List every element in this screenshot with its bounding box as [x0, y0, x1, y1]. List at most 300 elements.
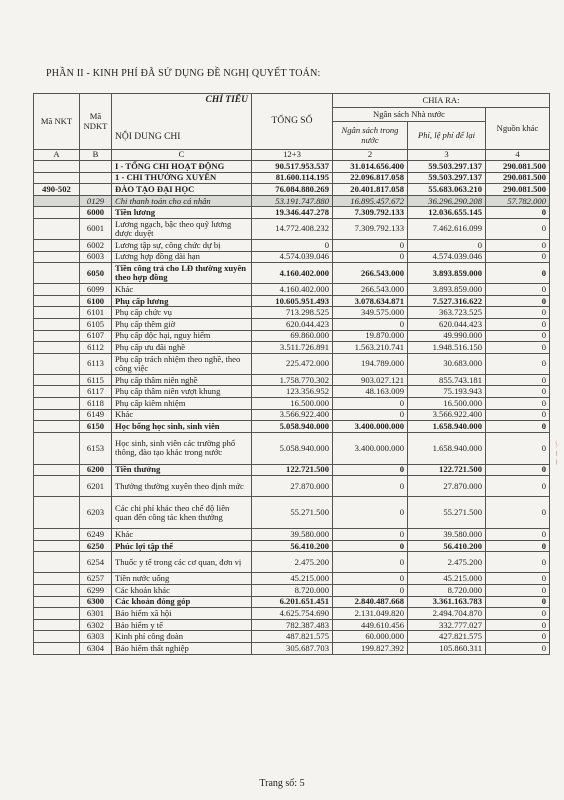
table-row [34, 239, 550, 251]
cell-ma-ndkt [80, 172, 112, 184]
cell-ma-nkt [34, 596, 80, 608]
cell-phi-le-phi: 45.215.000 [408, 573, 486, 585]
table-row [34, 207, 550, 219]
cell-ngan-sach: 7.309.792.133 [333, 207, 408, 219]
table-row [34, 585, 550, 597]
cell-ma-nkt [34, 421, 80, 433]
cell-ma-nkt [34, 307, 80, 319]
cell-nguon-khac: 0 [486, 374, 550, 386]
cell-ma-ndkt: 6118 [80, 397, 112, 409]
cell-nguon-khac: 0 [486, 529, 550, 541]
cell-noi-dung: Học sinh, sinh viên các trường phổ thông, đào tạo khác trong nước [112, 432, 252, 464]
cell-ngan-sach: 0 [333, 497, 408, 529]
cell-tong-so: 76.084.880.269 [252, 184, 333, 196]
cell-ngan-sach: 0 [333, 251, 408, 263]
cell-ma-ndkt: 6250 [80, 540, 112, 552]
cell-phi-le-phi: 620.044.423 [408, 318, 486, 330]
cell-phi-le-phi: 75.193.943 [408, 386, 486, 398]
cell-ngan-sach: 1.563.210.741 [333, 342, 408, 354]
cell-ngan-sach: 48.163.009 [333, 386, 408, 398]
cell-ngan-sach: 2.131.049.820 [333, 608, 408, 620]
cell-ma-ndkt: 6099 [80, 284, 112, 296]
header-chi-tieu-label: CHỈ TIÊU [205, 94, 248, 105]
cell-ma-nkt [34, 161, 80, 173]
cell-tong-so: 5.058.940.000 [252, 432, 333, 464]
cell-nguon-khac: 0 [486, 307, 550, 319]
cell-noi-dung: Tiền công trả cho LĐ thường xuyên theo hợp đồng [112, 263, 252, 284]
cell-nguon-khac: 0 [486, 207, 550, 219]
cell-noi-dung: Phụ cấp lương [112, 295, 252, 307]
cell-ma-ndkt: 6299 [80, 585, 112, 597]
cell-ma-nkt [34, 251, 80, 263]
table-row [34, 432, 550, 464]
cell-ma-ndkt: 6112 [80, 342, 112, 354]
table-row [34, 552, 550, 573]
cell-ma-ndkt: 6001 [80, 218, 112, 239]
cell-phi-le-phi: 12.036.655.145 [408, 207, 486, 219]
cell-noi-dung: Phụ cấp kiêm nhiệm [112, 397, 252, 409]
cell-tong-so: 6.201.651.451 [252, 596, 333, 608]
cell-tong-so: 27.870.000 [252, 476, 333, 497]
table-row [34, 195, 550, 207]
cell-ngan-sach: 31.014.656.400 [333, 161, 408, 173]
cell-noi-dung: Phụ cấp thêm giờ [112, 318, 252, 330]
cell-tong-so: 81.600.114.195 [252, 172, 333, 184]
cell-ngan-sach: 266.543.000 [333, 284, 408, 296]
cell-noi-dung: Tiền nước uống [112, 573, 252, 585]
handwritten-mark: 〜 ∽ ∼ [552, 440, 561, 466]
header-ngan-sach-trong-nuoc: Ngân sách trong nước [333, 122, 408, 150]
cell-noi-dung: Các khoản khác [112, 585, 252, 597]
cell-nguon-khac: 0 [486, 263, 550, 284]
cell-ma-nkt [34, 497, 80, 529]
cell-noi-dung: I - TỔNG CHI HOẠT ĐỘNG [112, 161, 252, 173]
cell-ma-nkt [34, 529, 80, 541]
cell-noi-dung: Chi thanh toán cho cá nhân [112, 195, 252, 207]
cell-tong-so: 16.500.000 [252, 397, 333, 409]
cell-nguon-khac: 0 [486, 284, 550, 296]
cell-tong-so: 55.271.500 [252, 497, 333, 529]
cell-nguon-khac: 290.081.500 [486, 184, 550, 196]
cell-nguon-khac: 0 [486, 619, 550, 631]
cell-ngan-sach: 3.400.000.000 [333, 421, 408, 433]
cell-tong-so: 4.160.402.000 [252, 284, 333, 296]
header-tong-so: TỔNG SỐ [252, 94, 333, 150]
cell-phi-le-phi: 1.948.516.150 [408, 342, 486, 354]
cell-tong-so: 620.044.423 [252, 318, 333, 330]
cell-ngan-sach: 0 [333, 397, 408, 409]
cell-tong-so: 3.511.726.891 [252, 342, 333, 354]
header-letter: 4 [486, 150, 550, 161]
table-row [34, 318, 550, 330]
header-letter: B [80, 150, 112, 161]
cell-noi-dung: Khác [112, 284, 252, 296]
table-row [34, 608, 550, 620]
cell-tong-so: 39.580.000 [252, 529, 333, 541]
cell-ngan-sach: 16.895.457.672 [333, 195, 408, 207]
cell-ma-nkt [34, 631, 80, 643]
cell-ma-nkt [34, 476, 80, 497]
cell-ngan-sach: 22.096.817.058 [333, 172, 408, 184]
cell-ngan-sach: 20.401.817.058 [333, 184, 408, 196]
cell-ma-ndkt: 6301 [80, 608, 112, 620]
header-letter: A [34, 150, 80, 161]
cell-nguon-khac: 290.081.500 [486, 172, 550, 184]
cell-nguon-khac: 0 [486, 318, 550, 330]
cell-noi-dung: Kinh phí công đoàn [112, 631, 252, 643]
cell-ma-nkt [34, 318, 80, 330]
table-row [34, 409, 550, 421]
cell-ma-nkt [34, 552, 80, 573]
cell-nguon-khac: 0 [486, 596, 550, 608]
table-row [34, 342, 550, 354]
header-noi-dung-chi-label: NỘI DUNG CHI [115, 132, 181, 143]
table-row [34, 540, 550, 552]
cell-phi-le-phi: 7.527.316.622 [408, 295, 486, 307]
cell-nguon-khac: 0 [486, 497, 550, 529]
cell-phi-le-phi: 332.777.027 [408, 619, 486, 631]
cell-ma-nkt [34, 643, 80, 655]
cell-phi-le-phi: 3.893.859.000 [408, 263, 486, 284]
cell-ma-ndkt: 6254 [80, 552, 112, 573]
cell-tong-so: 3.566.922.400 [252, 409, 333, 421]
cell-nguon-khac: 290.081.500 [486, 161, 550, 173]
cell-ma-ndkt: 6117 [80, 386, 112, 398]
cell-noi-dung: Thưởng thường xuyên theo định mức [112, 476, 252, 497]
cell-phi-le-phi: 55.271.500 [408, 497, 486, 529]
cell-ma-ndkt: 6101 [80, 307, 112, 319]
table-row [34, 218, 550, 239]
cell-noi-dung: Phụ cấp trách nhiệm theo nghề, theo công việc [112, 353, 252, 374]
header-chi-tieu [112, 94, 252, 108]
cell-tong-so: 69.860.000 [252, 330, 333, 342]
cell-ma-ndkt: 6153 [80, 432, 112, 464]
table-row [34, 631, 550, 643]
cell-nguon-khac: 57.782.000 [486, 195, 550, 207]
cell-ma-nkt [34, 585, 80, 597]
cell-phi-le-phi: 105.860.311 [408, 643, 486, 655]
cell-ngan-sach: 0 [333, 318, 408, 330]
cell-tong-so: 5.058.940.000 [252, 421, 333, 433]
cell-ngan-sach: 0 [333, 476, 408, 497]
cell-nguon-khac: 0 [486, 643, 550, 655]
cell-phi-le-phi: 1.658.940.000 [408, 432, 486, 464]
table-row [34, 172, 550, 184]
table-row [34, 295, 550, 307]
cell-ngan-sach: 3.078.634.871 [333, 295, 408, 307]
cell-ma-nkt [34, 386, 80, 398]
cell-ma-nkt [34, 207, 80, 219]
cell-noi-dung: Bảo hiểm thất nghiệp [112, 643, 252, 655]
cell-nguon-khac: 0 [486, 409, 550, 421]
cell-ma-nkt [34, 342, 80, 354]
cell-ma-nkt [34, 540, 80, 552]
table-row [34, 251, 550, 263]
table-row [34, 263, 550, 284]
cell-nguon-khac: 0 [486, 239, 550, 251]
cell-ngan-sach: 0 [333, 552, 408, 573]
cell-phi-le-phi: 59.503.297.137 [408, 161, 486, 173]
cell-ma-nkt [34, 330, 80, 342]
cell-noi-dung: Tiền lương [112, 207, 252, 219]
cell-ngan-sach: 0 [333, 585, 408, 597]
cell-ma-ndkt: 6201 [80, 476, 112, 497]
cell-noi-dung: Phụ cấp chức vụ [112, 307, 252, 319]
table-row [34, 619, 550, 631]
page-number: Trang số: 5 [259, 778, 305, 789]
cell-phi-le-phi: 3.566.922.400 [408, 409, 486, 421]
cell-nguon-khac: 0 [486, 218, 550, 239]
cell-ma-ndkt [80, 161, 112, 173]
cell-ma-nkt [34, 353, 80, 374]
cell-phi-le-phi: 2.494.704.870 [408, 608, 486, 620]
cell-noi-dung: Lương tập sự, công chức dự bị [112, 239, 252, 251]
cell-phi-le-phi: 7.462.616.099 [408, 218, 486, 239]
cell-ngan-sach: 194.789.000 [333, 353, 408, 374]
cell-ma-ndkt: 6113 [80, 353, 112, 374]
cell-tong-so: 305.687.703 [252, 643, 333, 655]
table-row [34, 464, 550, 476]
cell-phi-le-phi: 49.990.000 [408, 330, 486, 342]
cell-ma-ndkt: 6000 [80, 207, 112, 219]
header-letter: C [112, 150, 252, 161]
cell-ngan-sach: 0 [333, 409, 408, 421]
table-row [34, 386, 550, 398]
cell-ma-ndkt: 6115 [80, 374, 112, 386]
header-noi-dung-chi [112, 108, 252, 150]
header-ma-ndkt: Mã NDKT [80, 94, 112, 150]
table-body [34, 161, 550, 655]
cell-noi-dung: Khác [112, 409, 252, 421]
table-row [34, 573, 550, 585]
cell-tong-so: 90.517.953.537 [252, 161, 333, 173]
cell-phi-le-phi: 8.720.000 [408, 585, 486, 597]
expense-table [33, 93, 550, 655]
cell-tong-so: 56.410.200 [252, 540, 333, 552]
cell-ma-ndkt: 6203 [80, 497, 112, 529]
cell-noi-dung: Lương ngạch, bậc theo quỹ lương được duyệt [112, 218, 252, 239]
cell-ngan-sach: 60.000.000 [333, 631, 408, 643]
cell-ma-ndkt: 6257 [80, 573, 112, 585]
cell-phi-le-phi: 363.723.525 [408, 307, 486, 319]
cell-phi-le-phi: 1.658.940.000 [408, 421, 486, 433]
table-row [34, 353, 550, 374]
cell-noi-dung: Các khoản đóng góp [112, 596, 252, 608]
cell-phi-le-phi: 2.475.200 [408, 552, 486, 573]
cell-noi-dung: Phụ cấp ưu đãi nghề [112, 342, 252, 354]
cell-noi-dung: ĐÀO TẠO ĐẠI HỌC [112, 184, 252, 196]
cell-phi-le-phi: 30.683.000 [408, 353, 486, 374]
table-row [34, 374, 550, 386]
table-row [34, 596, 550, 608]
cell-noi-dung: Các chi phí khác theo chế độ liên quan đến công tác khen thưởng [112, 497, 252, 529]
cell-phi-le-phi: 855.743.181 [408, 374, 486, 386]
cell-phi-le-phi: 36.296.290.208 [408, 195, 486, 207]
cell-noi-dung: Thuốc y tế trong các cơ quan, đơn vị [112, 552, 252, 573]
cell-ngan-sach: 449.610.456 [333, 619, 408, 631]
cell-ngan-sach: 3.400.000.000 [333, 432, 408, 464]
cell-phi-le-phi: 427.821.575 [408, 631, 486, 643]
cell-phi-le-phi: 59.503.297.137 [408, 172, 486, 184]
cell-nguon-khac: 0 [486, 464, 550, 476]
cell-ma-ndkt: 6100 [80, 295, 112, 307]
cell-ma-ndkt: 6200 [80, 464, 112, 476]
cell-tong-so: 10.605.951.493 [252, 295, 333, 307]
cell-ma-nkt [34, 573, 80, 585]
cell-ma-ndkt: 6002 [80, 239, 112, 251]
cell-noi-dung: Tiền thưởng [112, 464, 252, 476]
cell-phi-le-phi: 0 [408, 239, 486, 251]
cell-ma-nkt [34, 172, 80, 184]
cell-ma-nkt [34, 195, 80, 207]
table-row [34, 284, 550, 296]
cell-ma-nkt [34, 464, 80, 476]
cell-noi-dung: 1 - CHI THƯỜNG XUYÊN [112, 172, 252, 184]
cell-ngan-sach: 0 [333, 529, 408, 541]
cell-nguon-khac: 0 [486, 540, 550, 552]
cell-phi-le-phi: 27.870.000 [408, 476, 486, 497]
section-title: PHẦN II - KINH PHÍ ĐÃ SỬ DỤNG ĐỀ NGHỊ QUYẾT TOÁN: [46, 68, 321, 79]
cell-nguon-khac: 0 [486, 608, 550, 620]
cell-ma-nkt [34, 239, 80, 251]
cell-tong-so: 4.160.402.000 [252, 263, 333, 284]
cell-nguon-khac: 0 [486, 631, 550, 643]
cell-ngan-sach: 349.575.000 [333, 307, 408, 319]
cell-ngan-sach: 266.543.000 [333, 263, 408, 284]
table-row [34, 476, 550, 497]
cell-tong-so: 4.625.754.690 [252, 608, 333, 620]
cell-ma-nkt [34, 218, 80, 239]
cell-ngan-sach: 19.870.000 [333, 330, 408, 342]
header-letter: 2 [333, 150, 408, 161]
cell-noi-dung: Bảo hiểm xã hội [112, 608, 252, 620]
cell-ma-nkt [34, 284, 80, 296]
cell-ma-ndkt: 6107 [80, 330, 112, 342]
cell-phi-le-phi: 56.410.200 [408, 540, 486, 552]
cell-tong-so: 225.472.000 [252, 353, 333, 374]
cell-nguon-khac: 0 [486, 330, 550, 342]
cell-nguon-khac: 0 [486, 552, 550, 573]
cell-nguon-khac: 0 [486, 476, 550, 497]
cell-nguon-khac: 0 [486, 397, 550, 409]
cell-ma-ndkt: 6303 [80, 631, 112, 643]
table-row [34, 421, 550, 433]
cell-tong-so: 713.298.525 [252, 307, 333, 319]
cell-ma-ndkt: 6304 [80, 643, 112, 655]
cell-tong-so: 14.772.408.232 [252, 218, 333, 239]
cell-ngan-sach: 2.840.487.668 [333, 596, 408, 608]
cell-tong-so: 122.721.500 [252, 464, 333, 476]
header-ma-nkt: Mã NKT [34, 94, 80, 150]
header-phi-le-phi: Phí, lệ phí để lại [408, 122, 486, 150]
cell-ma-ndkt: 6149 [80, 409, 112, 421]
table-row [34, 307, 550, 319]
cell-ma-nkt [34, 432, 80, 464]
cell-ngan-sach: 0 [333, 464, 408, 476]
cell-noi-dung: Phúc lợi tập thể [112, 540, 252, 552]
cell-tong-so: 487.821.575 [252, 631, 333, 643]
cell-ngan-sach: 903.027.121 [333, 374, 408, 386]
cell-ma-ndkt: 6300 [80, 596, 112, 608]
cell-nguon-khac: 0 [486, 295, 550, 307]
cell-ma-nkt: 490-502 [34, 184, 80, 196]
cell-nguon-khac: 0 [486, 585, 550, 597]
cell-nguon-khac: 0 [486, 421, 550, 433]
cell-ngan-sach: 0 [333, 239, 408, 251]
cell-noi-dung: Học bổng học sinh, sinh viên [112, 421, 252, 433]
cell-ngan-sach: 199.827.392 [333, 643, 408, 655]
cell-ma-ndkt: 6050 [80, 263, 112, 284]
cell-noi-dung: Phụ cấp thâm niên nghề [112, 374, 252, 386]
header-letter: 3 [408, 150, 486, 161]
cell-tong-so: 19.346.447.278 [252, 207, 333, 219]
cell-phi-le-phi: 16.500.000 [408, 397, 486, 409]
cell-ngan-sach: 7.309.792.133 [333, 218, 408, 239]
cell-ma-ndkt: 6150 [80, 421, 112, 433]
cell-nguon-khac: 0 [486, 251, 550, 263]
table-row [34, 397, 550, 409]
cell-noi-dung: Phụ cấp độc hại, nguy hiểm [112, 330, 252, 342]
cell-tong-so: 45.215.000 [252, 573, 333, 585]
header-ngan-sach-nha-nuoc: Ngân sách Nhà nước [333, 108, 486, 122]
cell-tong-so: 4.574.039.046 [252, 251, 333, 263]
cell-tong-so: 123.356.952 [252, 386, 333, 398]
cell-tong-so: 8.720.000 [252, 585, 333, 597]
table-row [34, 161, 550, 173]
cell-nguon-khac: 0 [486, 573, 550, 585]
table-row [34, 497, 550, 529]
cell-ma-ndkt: 6003 [80, 251, 112, 263]
cell-phi-le-phi: 55.683.063.210 [408, 184, 486, 196]
cell-ngan-sach: 0 [333, 540, 408, 552]
table-row [34, 184, 550, 196]
cell-phi-le-phi: 122.721.500 [408, 464, 486, 476]
cell-nguon-khac: 0 [486, 432, 550, 464]
header-letter: 12+3 [252, 150, 333, 161]
header-chia-ra: CHIA RA: [333, 94, 550, 108]
cell-noi-dung: Lương hợp đồng dài hạn [112, 251, 252, 263]
cell-nguon-khac: 0 [486, 386, 550, 398]
cell-ma-ndkt: 6302 [80, 619, 112, 631]
table-row [34, 643, 550, 655]
cell-ngan-sach: 0 [333, 573, 408, 585]
cell-ma-nkt [34, 263, 80, 284]
cell-ma-nkt [34, 619, 80, 631]
cell-tong-so: 53.191.747.880 [252, 195, 333, 207]
cell-phi-le-phi: 4.574.039.046 [408, 251, 486, 263]
table-row [34, 330, 550, 342]
cell-tong-so: 1.758.770.302 [252, 374, 333, 386]
cell-ma-ndkt: 6249 [80, 529, 112, 541]
cell-tong-so: 782.387.483 [252, 619, 333, 631]
cell-noi-dung: Khác [112, 529, 252, 541]
cell-ma-nkt [34, 295, 80, 307]
cell-tong-so: 0 [252, 239, 333, 251]
cell-nguon-khac: 0 [486, 342, 550, 354]
table-row [34, 529, 550, 541]
cell-ma-nkt [34, 608, 80, 620]
cell-ma-nkt [34, 374, 80, 386]
cell-nguon-khac: 0 [486, 353, 550, 374]
cell-phi-le-phi: 39.580.000 [408, 529, 486, 541]
cell-ma-nkt [34, 409, 80, 421]
cell-ma-ndkt: 0129 [80, 195, 112, 207]
cell-noi-dung: Bảo hiểm y tế [112, 619, 252, 631]
cell-noi-dung: Phụ cấp thâm niên vượt khung [112, 386, 252, 398]
cell-phi-le-phi: 3.893.859.000 [408, 284, 486, 296]
cell-ma-ndkt [80, 184, 112, 196]
cell-ma-nkt [34, 397, 80, 409]
